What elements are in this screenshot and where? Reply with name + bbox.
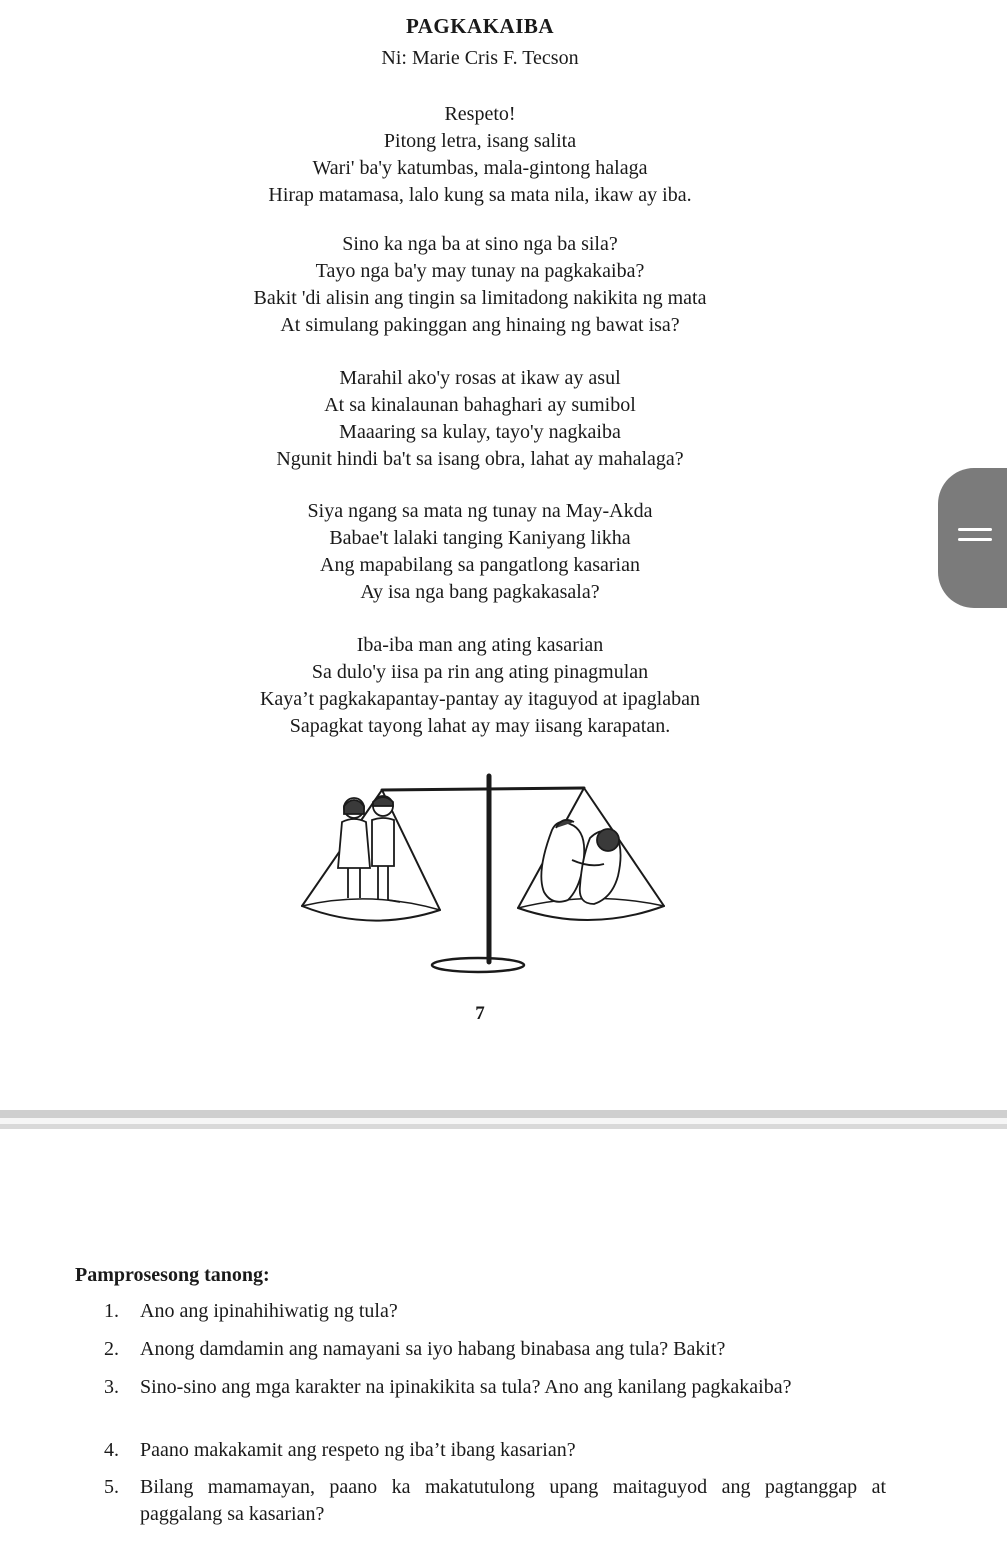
grip-line-icon (958, 528, 992, 531)
question-item-5 (104, 1474, 886, 1528)
question-number: 5. (104, 1476, 119, 1498)
question-text: Ano ang ipinahihiwatig ng tula? (140, 1300, 398, 1322)
questions-heading: Pamprosesong tanong: (75, 1264, 270, 1286)
page-separator (0, 1110, 1007, 1132)
grip-line-icon (958, 538, 992, 541)
poem-line: Sapagkat tayong lahat ay may iisang karapatan. (289, 715, 671, 737)
question-item-3 (104, 1374, 886, 1401)
poem-line: Babae't lalaki tanging Kaniyang likha (329, 527, 631, 549)
question-number: 3. (104, 1376, 119, 1398)
question-text: Sino-sino ang mga karakter na ipinakikita sa tula? Ano ang kanilang pagkakaiba? (140, 1376, 792, 1398)
separator-band (0, 1124, 1007, 1129)
question-number: 4. (104, 1439, 119, 1461)
question-text: Anong damdamin ang namayani sa iyo habang binabasa ang tula? Bakit? (140, 1338, 726, 1360)
poem-stanza-5 (0, 632, 960, 740)
poem-line: Marahil ako'y rosas at ikaw ay asul (339, 367, 621, 389)
question-item-1 (104, 1298, 886, 1325)
poem-title: PAGKAKAIBA (405, 14, 555, 38)
question-item-4 (104, 1437, 886, 1464)
poem-line: Bakit 'di alisin ang tingin sa limitadong nakikita ng mata (253, 287, 707, 309)
poem-line: Respeto! (444, 103, 516, 125)
poem-line: At sa kinalaunan bahaghari ay sumibol (324, 394, 636, 416)
question-item-2 (104, 1336, 886, 1363)
scroll-handle[interactable] (938, 468, 1007, 608)
balance-scale-icon (290, 768, 680, 980)
poem-line: Maaaring sa kulay, tayo'y nagkaiba (339, 421, 621, 443)
poem-stanza-2 (0, 231, 960, 339)
poem-line: Ang mapabilang sa pangatlong kasarian (320, 554, 640, 576)
poem-line: Iba-iba man ang ating kasarian (356, 634, 604, 656)
poem-author: Ni: Marie Cris F. Tecson (381, 47, 579, 69)
poem-stanza-4 (0, 498, 960, 606)
poem-line: Ay isa nga bang pagkakasala? (360, 581, 600, 603)
poem-stanza-3 (0, 365, 960, 473)
poem-line: At simulang pakinggan ang hinaing ng bawat isa? (280, 314, 680, 336)
question-number: 1. (104, 1300, 119, 1322)
separator-band (0, 1110, 1007, 1118)
question-number: 2. (104, 1338, 119, 1360)
poem-line: Pitong letra, isang salita (383, 130, 577, 152)
poem-line: Wari' ba'y katumbas, mala-gintong halaga (312, 157, 648, 179)
poem-line: Tayo nga ba'y may tunay na pagkakaiba? (315, 260, 645, 282)
poem-line: Sino ka nga ba at sino nga ba sila? (342, 233, 618, 255)
question-text: Paano makakamit ang respeto ng iba’t ibang kasarian? (140, 1439, 576, 1461)
page-number: 7 (475, 1003, 485, 1024)
poem-stanza-1 (0, 101, 960, 209)
poem-line: Hirap matamasa, lalo kung sa mata nila, ikaw ay iba. (268, 184, 692, 206)
poem-line: Ngunit hindi ba't sa isang obra, lahat ay mahalaga? (276, 448, 684, 470)
poem-line: Kaya’t pagkakapantay-pantay ay itaguyod at ipaglaban (259, 688, 700, 710)
question-text: Bilang mamamayan, paano ka makatutulong upang maitaguyod ang pagtanggap at paggalang sa kasarian? (140, 1476, 886, 1525)
poem-line: Siya ngang sa mata ng tunay na May-Akda (307, 500, 653, 522)
poem-line: Sa dulo'y iisa pa rin ang ating pinagmulan (311, 661, 649, 683)
